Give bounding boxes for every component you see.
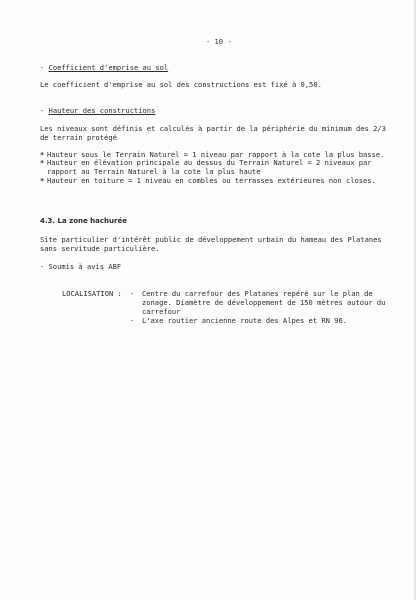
heading-dash: -: [40, 63, 49, 72]
section-title: La zone hachurée: [57, 217, 127, 225]
hauteur-intro-line1: Les niveaux sont définis et calculés à partir de la périphérie du minimum des 2/3: [40, 124, 386, 133]
section-43-desc-line1: Site particulier d'intérêt public de développement urbain du hameau des Platanes: [40, 235, 382, 244]
localisation-item-2: L'axe routier ancienne route des Alpes et RN 96.: [142, 316, 347, 325]
section-number: 4.3.: [40, 217, 56, 225]
localisation-item-1-line2: zonage. Diamètre de développement de 150 mètres autour du: [142, 298, 386, 307]
hauteur-intro-line2: de terrain protégé: [40, 133, 117, 142]
avis-abf: - Soumis à avis ABF: [40, 262, 122, 271]
hauteur-heading-text: Hauteur des constructions: [48, 106, 156, 115]
localisation-label: LOCALISATION :: [62, 289, 122, 298]
emprise-heading-text: Coefficient d'emprise au sol: [48, 63, 169, 72]
localisation-item-1-line3: carrefour: [142, 307, 181, 316]
hauteur-bullet-2-line1: Hauteur en élévation principale au dessus du Terrain Naturel = 2 niveaux par: [47, 158, 372, 167]
bullet-star-icon: *: [40, 158, 45, 167]
bullet-star-icon: *: [40, 150, 45, 159]
localisation-item-1-line1: Centre du carrefour des Platanes repéré sur le plan de: [142, 289, 373, 298]
hauteur-heading: [40, 106, 155, 115]
hauteur-bullet-1: Hauteur sous le Terrain Naturel = 1 niveau par rapport à la cote la plus basse.: [47, 150, 385, 159]
page-number: - 10 -: [206, 37, 232, 46]
bullet-star-icon: *: [40, 176, 45, 185]
hauteur-bullet-2-line2: rapport au Terrain Naturel à la cote la plus haute: [47, 167, 261, 176]
localisation-dash: -: [130, 289, 135, 298]
emprise-heading: [40, 63, 168, 72]
hauteur-bullet-3: Hauteur en toiture = 1 niveau en combles ou terrasses extérieures non closes.: [47, 176, 376, 185]
section-43-desc-line2: sans servitude particulière.: [40, 244, 160, 253]
heading-dash: -: [40, 106, 49, 115]
localisation-dash: -: [130, 316, 135, 325]
emprise-text: Le coefficient d'emprise au sol des constructions est fixé à 0,50.: [40, 80, 322, 89]
section-43-heading: [40, 217, 127, 226]
